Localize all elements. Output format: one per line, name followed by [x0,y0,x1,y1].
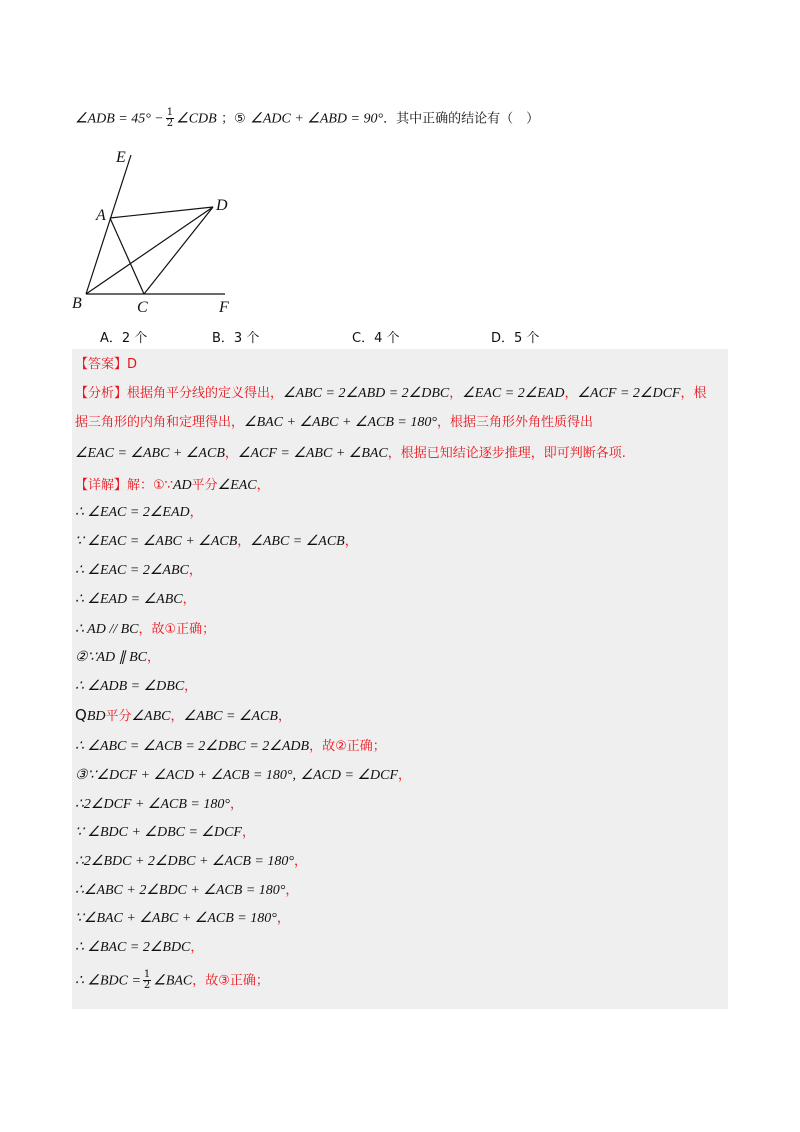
step-16: ∴ ∠BAC = 2∠BDC， [75,940,204,955]
label-a: A [96,207,106,224]
geometry-figure [60,140,260,325]
step-1: ∴ ∠EAC = 2∠EAD， [75,505,203,520]
answer-tag: 【答案】 [75,357,128,372]
analysis-line-3: ∠EAC = ∠ABC + ∠ACB，∠ACF = ∠ABC + ∠BAC，根据已知结论逐步推理，即可判断各项. [75,446,626,461]
detail-tag: 【详解】 [75,478,128,493]
label-c: C [137,299,148,316]
label-f: F [219,299,229,316]
fraction: $\frac{1}{2}$ [166,107,174,129]
label-d: D [216,197,228,214]
answer-value: D [127,357,138,372]
segment-ad [110,207,213,218]
label-b: B [72,295,82,312]
step-15: ∵∠BAC + ∠ABC + ∠ACB = 180°， [75,911,290,926]
step-10: ③∵∠DCF + ∠ACD + ∠ACB = 180°, ∠ACD = ∠DCF， [75,768,412,783]
step-6: ②∵AD ∥ BC， [75,650,161,665]
option-c[interactable]: C．4 个 [352,331,400,346]
fraction: $\frac{1}{2}$ [143,969,151,991]
separator: ；⑤ [221,111,246,127]
answer-line [75,355,137,374]
step-7: ∴ ∠ADB = ∠DBC， [75,679,198,694]
equation: ∠ADB = 45° − [75,111,164,127]
analysis-tag: 【分析】 [75,386,128,401]
label-e: E [116,149,126,166]
segment-cd [144,207,213,294]
analysis-line-1: 【分析】根据角平分线的定义得出，∠ABC = 2∠ABD = 2∠DBC，∠EAC = 2∠EAD，∠ACF = 2∠DCF，根 [75,386,707,401]
step-14: ∴∠ABC + 2∠BDC + ∠ACB = 180°， [75,883,299,898]
segment-ac [110,218,144,294]
step-12: ∵ ∠BDC + ∠DBC = ∠DCF， [75,825,255,840]
step-17: ∴ ∠BDC = $\frac{1}{2}$ ∠BAC，故③正确； [75,969,269,991]
step-5: ∴ AD // BC，故①正确； [75,622,216,637]
detail-head: 【详解】解：①∵AD平分∠EAC， [75,478,270,493]
option-a[interactable]: A．2 个 [100,331,148,346]
question-continuation [75,108,539,129]
analysis-line-2: 据三角形的内角和定理得出，∠BAC + ∠ABC + ∠ACB = 180°，根据三角形外角性质得出 [75,415,593,430]
question-tail: ．其中正确的结论有（ ） [383,111,540,127]
step-3: ∴ ∠EAC = 2∠ABC， [75,563,202,578]
equation: ∠ADC + ∠ABD = 90° [250,111,384,127]
step-2: ∵ ∠EAC = ∠ABC + ∠ACB，∠ABC = ∠ACB， [75,534,358,549]
step-8: QBD平分∠ABC，∠ABC = ∠ACB， [75,706,291,724]
step-4: ∴ ∠EAD = ∠ABC， [75,592,196,607]
step-9: ∴ ∠ABC = ∠ACB = 2∠DBC = 2∠ADB，故②正确； [75,739,386,754]
step-11: ∴2∠DCF + ∠ACB = 180°， [75,797,243,812]
step-13: ∴2∠BDC + 2∠DBC + ∠ACB = 180°， [75,854,307,869]
option-d[interactable]: D．5 个 [491,331,540,346]
option-b[interactable]: B．3 个 [212,331,260,346]
ray-be [86,155,131,294]
equation: ∠CDB [176,111,217,127]
